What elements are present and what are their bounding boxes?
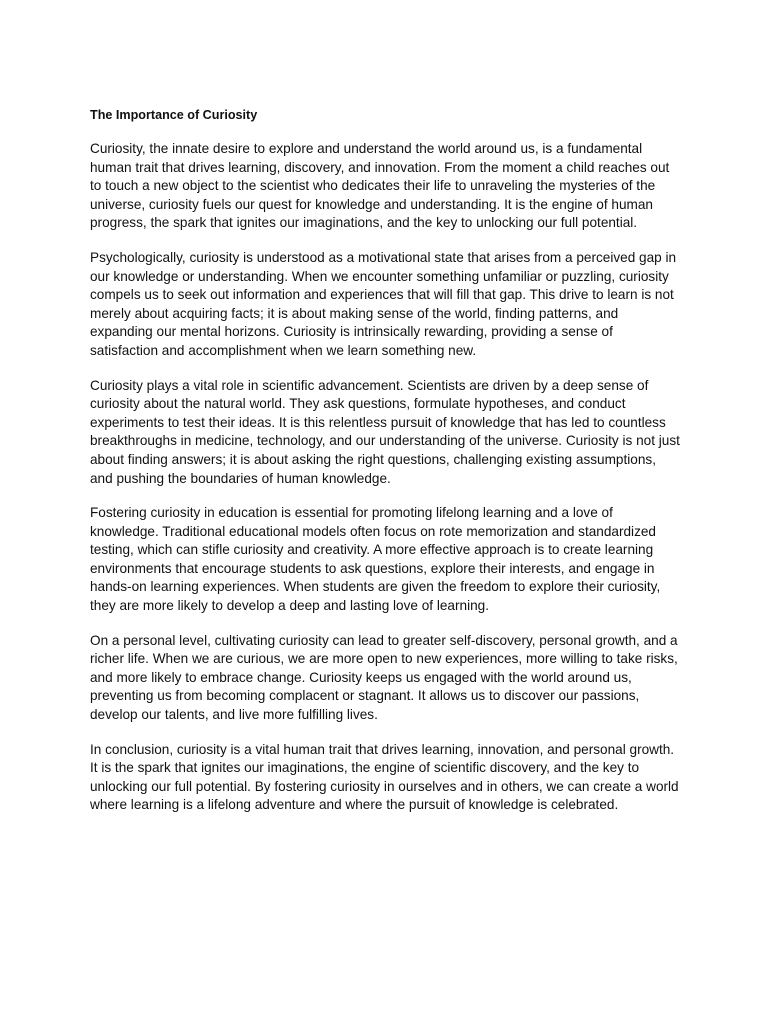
paragraph-3: Curiosity plays a vital role in scientific advancement. Scientists are driven by a deep sense of curiosity about the natural world. They ask questions, formulate hypotheses, and conduct experiments to test their ideas. It is this relentless pursuit of knowledge that has led to countless breakthroughs in medicine, technology, and our understanding of the universe. Curiosity is not just about finding answers; it is about asking the right questions, challenging existing assumptions, and pushing the boundaries of human knowledge. [90, 377, 680, 486]
paragraph-6: In conclusion, curiosity is a vital human trait that drives learning, innovation, and personal growth. It is the spark that ignites our imaginations, the engine of scientific discovery, and the key to unlocking our full potential. By fostering curiosity in ourselves and in others, we can create a world where learning is a lifelong adventure and where the pursuit of knowledge is celebrated. [90, 741, 679, 813]
paragraph-2: Psychologically, curiosity is understood as a motivational state that arises from a perceived gap in our knowledge or understanding. When we encounter something unfamiliar or puzzling, curiosity compels us to seek out information and experiences that will fill that gap. This drive to learn is not merely about acquiring facts; it is about making sense of the world, finding patterns, and expanding our mental horizons. Curiosity is intrinsically rewarding, providing a sense of satisfaction and accomplishment when we learn something new. [90, 249, 677, 358]
paragraph-1: Curiosity, the innate desire to explore and understand the world around us, is a fundamental human trait that drives learning, discovery, and innovation. From the moment a child reaches out to touch a new object to the scientist who dedicates their life to unraveling the mysteries of the universe, curiosity fuels our quest for knowledge and understanding. It is the engine of human progress, the spark that ignites our imaginations, and the key to unlocking our full potential. [90, 141, 670, 231]
paragraph-4: Fostering curiosity in education is essential for promoting lifelong learning and a love of knowledge. Traditional educational models often focus on rote memorization and standardized testing, which can stifle curiosity and creativity. A more effective approach is to create learning environments that encourage students to ask questions, explore their interests, and engage in hands-on learning experiences. When students are given the freedom to explore their curiosity, they are more likely to develop a deep and lasting love of learning. [90, 505, 661, 614]
document-title: The Importance of Curiosity [90, 108, 258, 122]
paragraph-5: On a personal level, cultivating curiosity can lead to greater self-discovery, personal growth, and a richer life. When we are curious, we are more open to new experiences, more willing to take risks, and more likely to embrace change. Curiosity keeps us engaged with the world around us, preventing us from becoming complacent or stagnant. It allows us to discover our passions, develop our talents, and live more fulfilling lives. [90, 632, 678, 723]
